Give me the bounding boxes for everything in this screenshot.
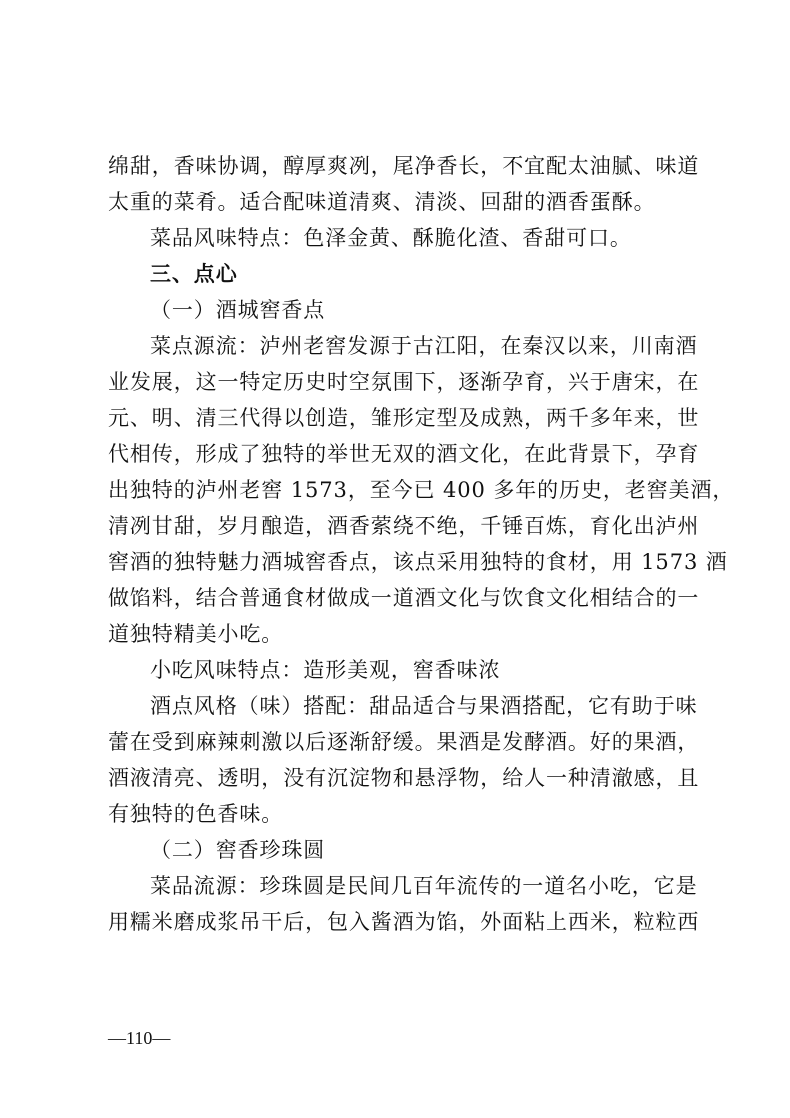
paragraph-line: 用糯米磨成浆吊干后，包入酱酒为馅，外面粘上西米，粒粒西: [108, 910, 700, 934]
paragraph-line: 道独特精美小吃。: [108, 622, 284, 646]
paragraph-line: 蕾在受到麻辣刺激以后逐渐舒缓。果酒是发酵酒。好的果酒，: [108, 730, 700, 754]
paragraph-line: 有独特的色香味。: [108, 802, 284, 826]
paragraph-line: 窖酒的独特魅力酒城窖香点，该点采用独特的食材，用 1573 酒: [108, 550, 728, 574]
subsection-heading: （一）酒城窖香点: [150, 298, 326, 322]
paragraph-line: 清冽甘甜，岁月酿造，酒香萦绕不绝，千锤百炼，育化出泸州: [108, 514, 700, 538]
paragraph-line: 元、明、清三代得以创造，雏形定型及成熟，两千多年来，世: [108, 406, 700, 430]
section-heading: 三、点心: [150, 261, 238, 286]
paragraph-line: 酒点风格（味）搭配：甜品适合与果酒搭配，它有助于味: [150, 694, 698, 718]
paragraph-line: 出独特的泸州老窖 1573，至今已 400 多年的历史，老窖美酒，: [108, 478, 735, 502]
paragraph-line: 菜品风味特点：色泽金黄、酥脆化渣、香甜可口。: [150, 226, 632, 250]
paragraph-line: 酒液清亮、透明，没有沉淀物和悬浮物，给人一种清澈感，且: [108, 766, 700, 790]
subsection-heading: （二）窖香珍珠圆: [150, 838, 326, 862]
paragraph-line: 菜品流源：珍珠圆是民间几百年流传的一道名小吃，它是: [150, 874, 698, 898]
paragraph-line: 做馅料，结合普通食材做成一道酒文化与饮食文化相结合的一: [108, 586, 700, 610]
paragraph-line: 小吃风味特点：造形美观，窖香味浓: [150, 658, 501, 682]
paragraph-line: 菜点源流：泸州老窖发源于古江阳，在秦汉以来，川南酒: [150, 334, 698, 358]
page-number: —110—: [108, 1028, 171, 1048]
paragraph-line: 绵甜，香味协调，醇厚爽冽，尾净香长，不宜配太油腻、味道: [108, 154, 700, 178]
paragraph-line: 代相传，形成了独特的举世无双的酒文化，在此背景下，孕育: [108, 442, 700, 466]
document-body: [108, 148, 735, 940]
paragraph-line: 太重的菜肴。适合配味道清爽、清淡、回甜的酒香蛋酥。: [108, 190, 656, 214]
paragraph-line: 业发展，这一特定历史时空氛围下，逐渐孕育，兴于唐宋，在: [108, 370, 700, 394]
